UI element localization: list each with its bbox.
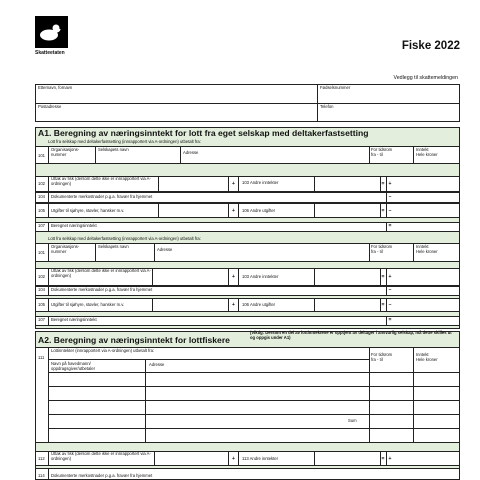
a1-intro-1: Lott fra selskap med deltakerfastsetting (innrapportert via A-ordningen) utbetalt fra: xyxy=(48,139,201,144)
total-field[interactable] xyxy=(395,177,459,191)
org-number-field[interactable]: Organisasjons- nummer xyxy=(51,244,80,254)
income-field[interactable]: Inntekt Hele kroner xyxy=(416,352,438,362)
fish-withdrawal-field[interactable] xyxy=(155,452,227,465)
row-number: 107 xyxy=(38,317,45,322)
phone-field[interactable] xyxy=(318,110,459,121)
sign-minus: – xyxy=(388,302,392,308)
fish-withdrawal-field[interactable] xyxy=(159,177,227,191)
row-number: 112 xyxy=(38,456,45,461)
sign-plus: + xyxy=(388,274,392,280)
sign-equals: = xyxy=(388,317,392,323)
table-row[interactable] xyxy=(48,372,460,373)
income-field[interactable]: Inntekt Hele kroner xyxy=(416,244,438,254)
gear-costs-label: Utgifter til sjøhyre, støvler, hansker m.v. xyxy=(51,302,125,307)
other-income-field[interactable] xyxy=(315,177,379,191)
period-field[interactable]: For tidsrom fra - til xyxy=(371,244,393,254)
sign-plus: + xyxy=(388,456,392,462)
other-costs-field[interactable] xyxy=(315,299,379,311)
fish-withdrawal-label: Uttak av fisk (dersom dette ikke er innrapportert via A-ordningen) xyxy=(51,268,151,278)
plus-sign: + xyxy=(232,181,235,187)
other-income-label: 103 Andre inntekter xyxy=(242,180,279,185)
net-income-label: Beregnet næringsinntekt xyxy=(51,317,97,322)
costs-total-field[interactable] xyxy=(395,299,459,311)
gear-costs-field[interactable] xyxy=(153,299,227,311)
extra-costs-label: Dokumenterte merkostnader p.g.a. fravær fra hjemmet xyxy=(51,473,153,478)
row-number: 114 xyxy=(38,473,45,478)
extra-costs-label: Dokumenterte merkostnader p.g.a. fravær fra hjemmet xyxy=(51,194,153,199)
equals-sign: = xyxy=(381,302,385,308)
payer-address-field[interactable]: Adresse xyxy=(149,362,165,367)
birth-number-field[interactable] xyxy=(318,91,459,102)
extra-costs-label: Dokumenterte merkostnader p.g.a. fravær fra hjemmet xyxy=(51,287,153,292)
gear-costs-label: Utgifter til sjøhyre, støvler, hansker m.v. xyxy=(51,208,125,213)
sum-label: Sum xyxy=(348,418,357,423)
form-title: Fiske 2022 xyxy=(401,40,460,52)
other-costs-field[interactable] xyxy=(315,204,379,217)
equals-sign: = xyxy=(381,181,385,187)
table-row[interactable] xyxy=(48,414,460,415)
logo-text: Skatteetaten xyxy=(35,50,65,56)
total-field[interactable] xyxy=(395,452,459,465)
table-row[interactable] xyxy=(48,400,460,401)
a2-title: A2. Beregning av næringsinntekt for lottfiskere xyxy=(38,335,230,345)
plus-sign: + xyxy=(232,456,235,462)
form-subtitle: Vedlegg til skattemeldingen xyxy=(393,75,458,81)
sign-equals: = xyxy=(388,223,392,229)
a2-note: (Viktig: Dersom en del av lottinntektene er opptjent av deltager i ansvarlig selskap, må dette skilles ut og oppgis under A1) xyxy=(250,330,452,340)
company-name-field[interactable]: Selskapets navn xyxy=(98,147,129,152)
row-number: 104 xyxy=(38,194,45,199)
equals-sign: = xyxy=(381,274,385,280)
period-field[interactable]: For tidsrom fra - til xyxy=(371,147,393,157)
costs-total-field[interactable] xyxy=(395,204,459,217)
table-row[interactable] xyxy=(48,428,460,429)
plus-sign: + xyxy=(232,302,235,308)
other-income-label: 113 Andre inntekter xyxy=(242,456,279,461)
plus-sign: + xyxy=(232,208,235,214)
other-income-field[interactable] xyxy=(315,269,379,285)
row-number: 111 xyxy=(38,355,45,360)
net-income-field[interactable] xyxy=(395,223,459,231)
other-costs-label: 106 Andre utgifter xyxy=(242,208,276,213)
name-field[interactable] xyxy=(36,91,316,102)
a1-title: A1. Beregning av næringsinntekt for lott fra eget selskap med deltakerfastsetting xyxy=(38,128,369,138)
other-costs-label: 106 Andre utgifter xyxy=(242,302,276,307)
row-number: 107 xyxy=(38,223,45,228)
row-number: 104 xyxy=(38,287,45,292)
company-address-field[interactable]: Adresse xyxy=(157,247,173,252)
name-field-label: Etternavn, fornavn xyxy=(38,85,73,90)
fish-withdrawal-label: Uttak av fisk (dersom dette ikke er innrapportert via A-ordningen) xyxy=(51,176,151,186)
sign-plus: + xyxy=(388,181,392,187)
period-field[interactable]: For tidsrom fra - til xyxy=(371,352,393,362)
skatteetaten-logo xyxy=(35,16,69,56)
row-number: 101 xyxy=(38,153,45,158)
birth-number-label: Fødselsnummer xyxy=(320,85,351,90)
sign-minus: – xyxy=(388,194,392,200)
a1-intro-2: Lott fra selskap med deltakerfastsetting (innrapportert via A-ordningen) utbetalt fra: xyxy=(48,236,201,241)
extra-costs-field[interactable] xyxy=(395,287,459,295)
row-number: 105 xyxy=(38,208,45,213)
fish-withdrawal-field[interactable] xyxy=(153,269,227,285)
sign-minus: – xyxy=(388,287,392,293)
other-income-label: 103 Andre inntekter xyxy=(242,274,279,279)
net-income-field[interactable] xyxy=(395,317,459,325)
sign-minus: – xyxy=(388,208,392,214)
extra-costs-field[interactable] xyxy=(395,193,459,202)
plus-sign: + xyxy=(232,274,235,280)
income-field[interactable]: Inntekt Hele kroner xyxy=(416,147,438,157)
payer-name-field[interactable]: Navn på havedmann/ oppdragsgiver/utbetaler xyxy=(51,361,95,371)
logo-mark-icon xyxy=(35,16,68,48)
fish-withdrawal-label: Uttak av fisk (dersom dette ikke er innrapportert via A-ordningen) xyxy=(51,451,151,461)
equals-sign: = xyxy=(381,208,385,214)
sum-field[interactable] xyxy=(414,429,459,442)
row-number: 102 xyxy=(38,181,45,186)
company-name-field[interactable]: Selskapets navn xyxy=(98,244,129,249)
address-field-label: Postadresse xyxy=(38,104,62,109)
net-income-label: Beregnet næringsinntekt xyxy=(51,223,97,228)
table-row[interactable] xyxy=(48,386,460,387)
lot-income-intro: Lottinntekter (innrapportert via A-ordningen) utbetalt fra: xyxy=(51,348,155,353)
address-field[interactable] xyxy=(36,110,316,121)
other-income-field[interactable] xyxy=(315,452,379,465)
company-address-field[interactable]: Adresse xyxy=(183,150,199,155)
org-number-field[interactable]: Organisasjons- nummer xyxy=(51,147,80,157)
gear-costs-field[interactable] xyxy=(159,204,227,217)
row-number: 102 xyxy=(38,274,45,279)
row-number: 105 xyxy=(38,302,45,307)
phone-field-label: Telefon xyxy=(320,104,334,109)
total-field[interactable] xyxy=(395,269,459,285)
equals-sign: = xyxy=(381,456,385,462)
row-number: 101 xyxy=(38,250,45,255)
